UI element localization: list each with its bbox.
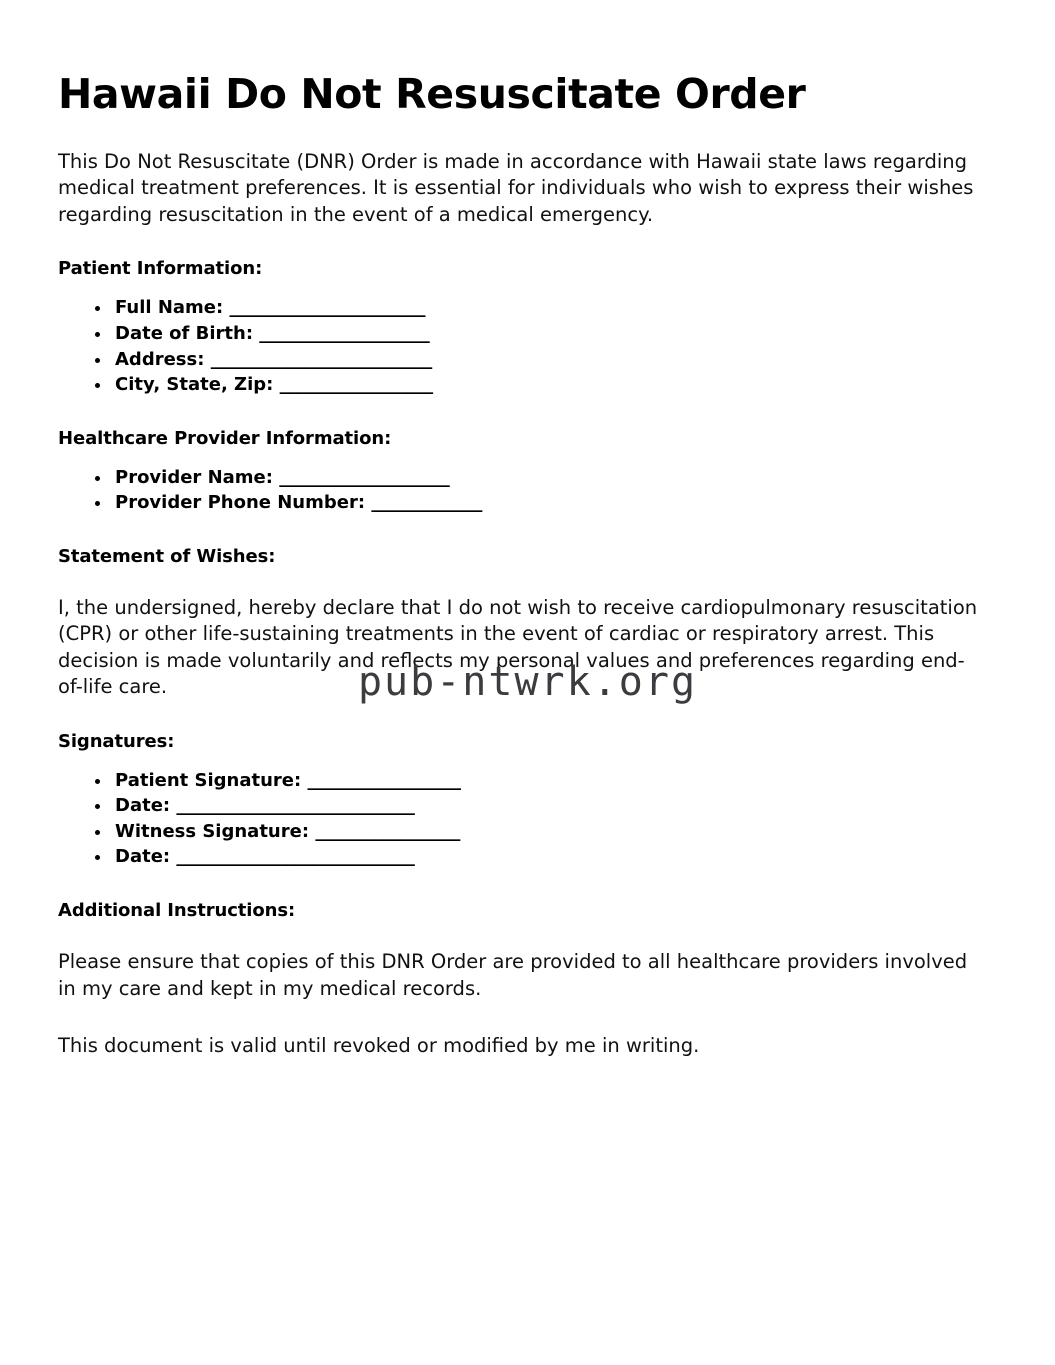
patient-information-field-list bbox=[58, 295, 997, 397]
field-blank-witness-signature[interactable]: _________________ bbox=[315, 820, 460, 842]
healthcare-provider-field-list bbox=[58, 465, 997, 516]
field-blank-provider-phone-number[interactable]: _____________ bbox=[371, 492, 482, 514]
field-label-witness-signature-date: Date: bbox=[115, 846, 171, 868]
list-item bbox=[94, 490, 997, 516]
field-label-city-state-zip: City, State, Zip: bbox=[115, 374, 274, 396]
section-heading-signatures: Signatures: bbox=[58, 730, 175, 752]
list-item bbox=[94, 768, 997, 794]
field-blank-patient-signature-date[interactable]: ____________________________ bbox=[176, 795, 415, 817]
field-label-witness-signature: Witness Signature: bbox=[115, 820, 310, 842]
field-label-patient-signature-date: Date: bbox=[115, 795, 171, 817]
section-heading-statement-of-wishes: Statement of Wishes: bbox=[58, 545, 276, 567]
field-blank-patient-signature[interactable]: __________________ bbox=[307, 769, 461, 791]
list-item bbox=[94, 819, 997, 845]
section-heading-patient-information: Patient Information: bbox=[58, 258, 263, 280]
list-item bbox=[94, 793, 997, 819]
additional-instructions-paragraph-1: Please ensure that copies of this DNR Order are provided to all healthcare providers involved in my care and kept in my medical records. bbox=[58, 949, 968, 1000]
field-blank-provider-name[interactable]: ____________________ bbox=[279, 466, 450, 488]
field-label-provider-phone-number: Provider Phone Number: bbox=[115, 492, 366, 514]
watermark-text: pub-ntwrk.org bbox=[357, 659, 698, 705]
list-item bbox=[94, 844, 997, 870]
intro-paragraph: This Do Not Resuscitate (DNR) Order is made in accordance with Hawaii state laws regarding medical treatment preferences. It is essential for individuals who wish to express their wishes regarding resuscitation in the event of a medical emergency. bbox=[58, 149, 974, 226]
field-label-patient-signature: Patient Signature: bbox=[115, 769, 302, 791]
list-item bbox=[94, 347, 997, 373]
list-item bbox=[94, 295, 997, 321]
field-blank-date-of-birth[interactable]: ____________________ bbox=[259, 323, 430, 344]
list-item bbox=[94, 465, 997, 491]
section-heading-additional-instructions: Additional Instructions: bbox=[58, 899, 296, 921]
field-blank-address[interactable]: __________________________ bbox=[210, 348, 432, 370]
page-title: Hawaii Do Not Resuscitate Order bbox=[58, 70, 806, 118]
field-label-date-of-birth: Date of Birth: bbox=[115, 323, 254, 344]
field-label-address: Address: bbox=[115, 348, 205, 370]
field-label-full-name: Full Name: bbox=[115, 297, 224, 319]
field-blank-full-name[interactable]: _______________________ bbox=[229, 297, 425, 319]
list-item bbox=[94, 321, 997, 347]
field-label-provider-name: Provider Name: bbox=[115, 466, 273, 488]
additional-instructions-paragraph-2: This document is valid until revoked or modified by me in writing. bbox=[58, 1034, 700, 1058]
section-heading-healthcare-provider-information: Healthcare Provider Information: bbox=[58, 427, 392, 449]
statement-of-wishes-paragraph: I, the undersigned, hereby declare that I do not wish to receive cardiopulmonary resuscitation (CPR) or other life-sustaining treatments in the event of cardiac or respiratory arrest. This decision is made voluntarily and reflects my personal values and preferences regarding end-of-life care. bbox=[58, 595, 978, 699]
field-blank-witness-signature-date[interactable]: ____________________________ bbox=[176, 846, 415, 868]
signatures-field-list bbox=[58, 768, 997, 870]
list-item bbox=[94, 372, 997, 398]
field-blank-city-state-zip[interactable]: __________________ bbox=[279, 374, 433, 396]
